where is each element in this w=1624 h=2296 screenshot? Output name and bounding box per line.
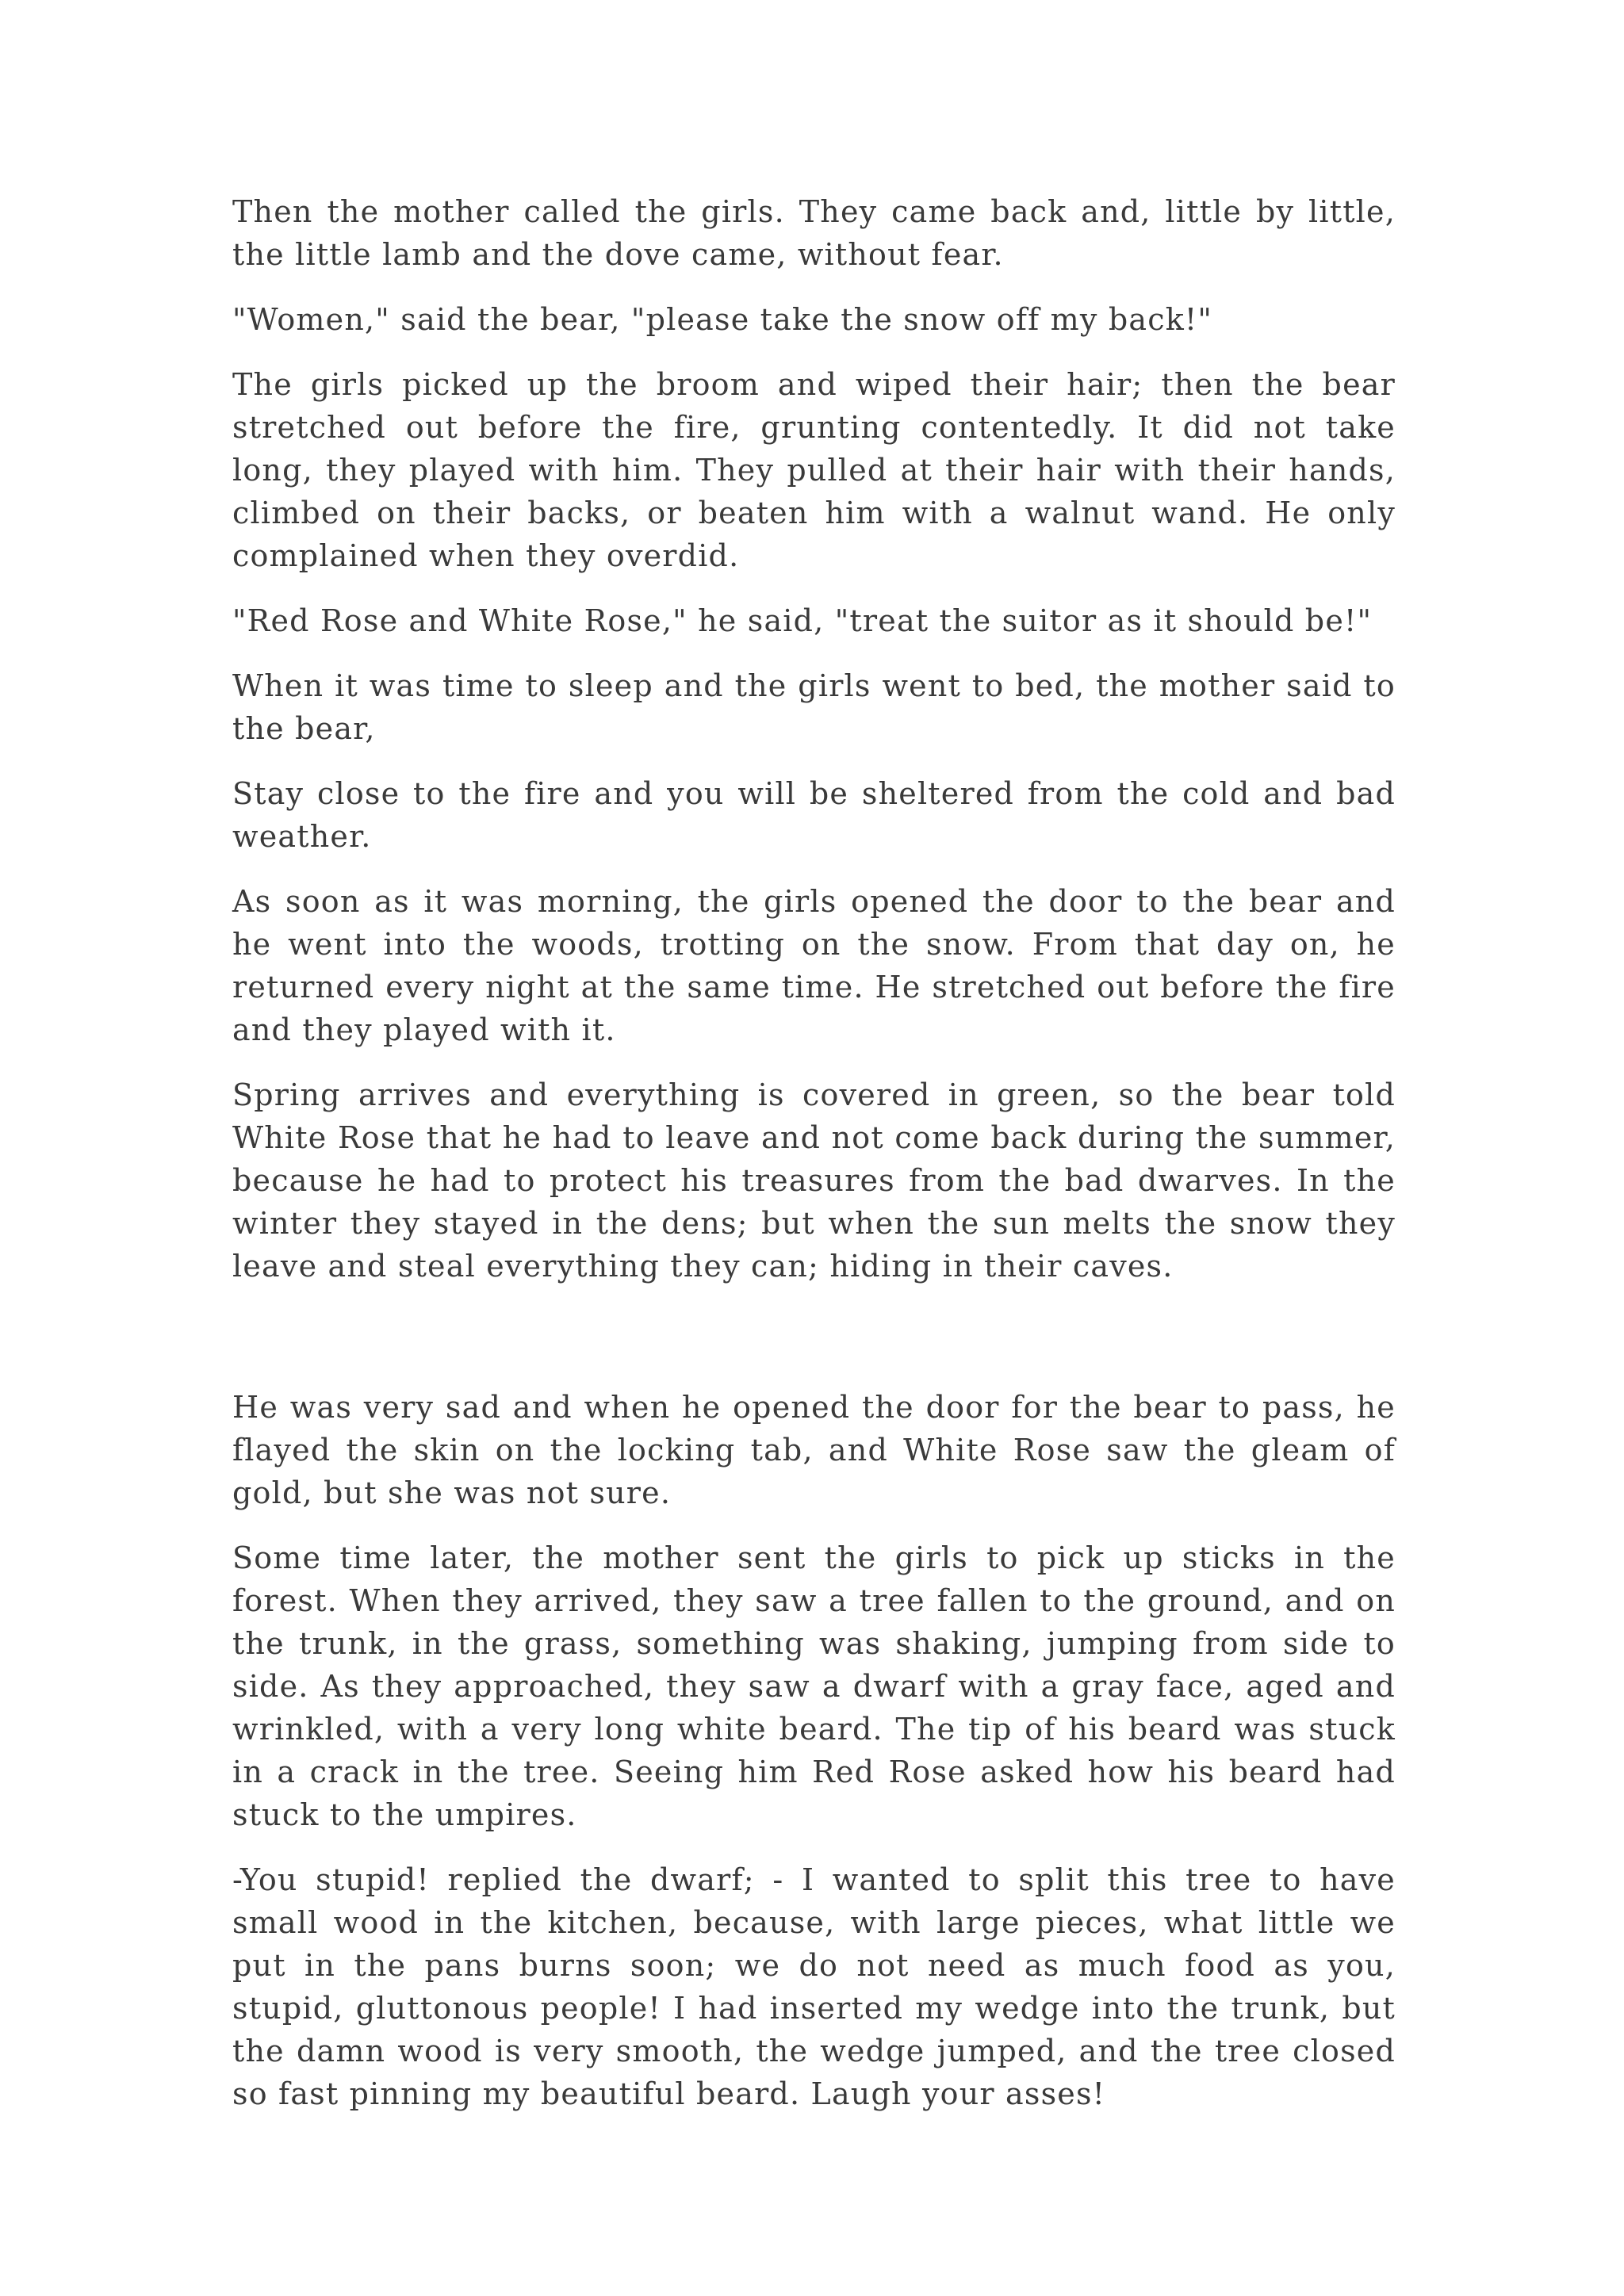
paragraph: Then the mother called the girls. They came back and, little by little, the little lamb and the dove came, without fear.: [232, 194, 1396, 272]
paragraph: The girls picked up the broom and wiped their hair; then the bear stretched out before the fire, grunting contentedly. It did not take long, they played with him. They pulled at their hair with their hands, climbed on their backs, or beaten him with a walnut wand. He only complained when they overdid.: [232, 367, 1396, 573]
paragraph: "Women," said the bear, "please take the snow off my back!": [232, 302, 1213, 337]
paragraph: -You stupid! replied the dwarf; - I wanted to split this tree to have small wood in the kitchen, because, with large pieces, what little we put in the pans burns soon; we do not need as much food as you, stupid, gluttonous people! I had inserted my wedge into the trunk, but the damn wood is very smooth, the wedge jumped, and the tree closed so fast pinning my beautiful beard. Laugh your asses!: [232, 1862, 1396, 2111]
paragraph: Some time later, the mother sent the girls to pick up sticks in the forest. When they arrived, they saw a tree fallen to the ground, and on the trunk, in the grass, something was shaking, jumping from side to side. As they approached, they saw a dwarf with a gray face, aged and wrinkled, with a very long white beard. The tip of his beard was stuck in a crack in the tree. Seeing him Red Rose asked how his beard had stuck to the umpires.: [232, 1540, 1396, 1832]
paragraph: Stay close to the fire and you will be sheltered from the cold and bad weather.: [232, 776, 1396, 854]
paragraph: "Red Rose and White Rose," he said, "treat the suitor as it should be!": [232, 603, 1373, 638]
document-body: [232, 190, 1396, 2137]
paragraph: As soon as it was morning, the girls opened the door to the bear and he went into the woods, trotting on the snow. From that day on, he returned every night at the same time. He stretched out before the fire and they played with it.: [232, 884, 1396, 1047]
paragraph: When it was time to sleep and the girls went to bed, the mother said to the bear,: [232, 668, 1396, 746]
section-spacer: [232, 1310, 1396, 1386]
paragraph: He was very sad and when he opened the door for the bear to pass, he flayed the skin on the locking tab, and White Rose saw the gleam of gold, but she was not sure.: [232, 1390, 1396, 1510]
paragraph: Spring arrives and everything is covered in green, so the bear told White Rose that he had to leave and not come back during the summer, because he had to protect his treasures from the bad dwarves. In the winter they stayed in the dens; but when the sun melts the snow they leave and steal everything they can; hiding in their caves.: [232, 1077, 1396, 1284]
